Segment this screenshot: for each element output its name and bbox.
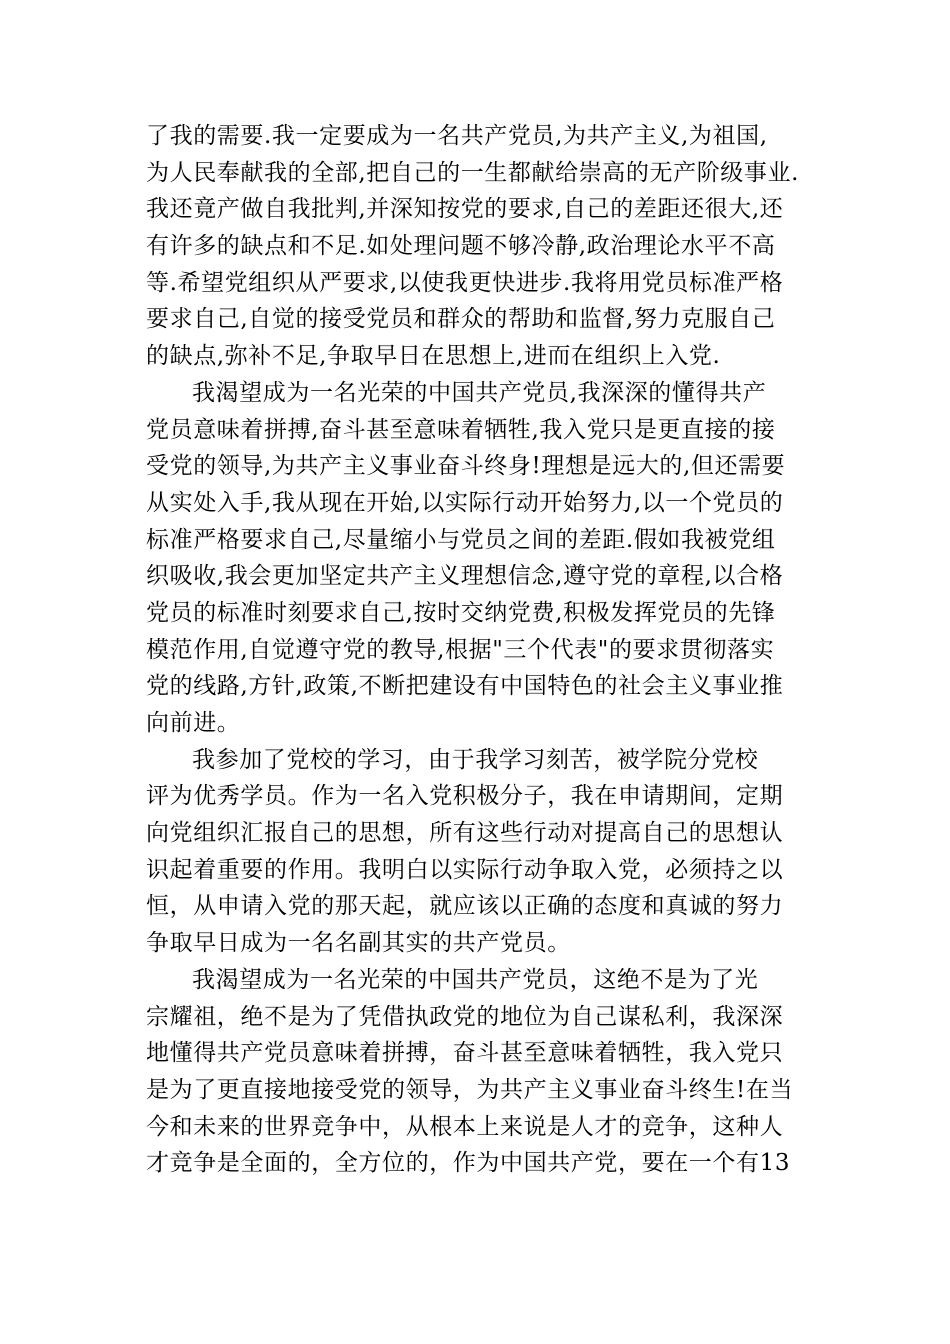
text-line: 争取早日成为一名名副其实的共产党员。 [146, 930, 571, 957]
text-line: 是为了更直接地接受党的领导，为共产主义事业奋斗终生!在当 [146, 1076, 794, 1103]
text-line: 向前进。 [146, 710, 241, 736]
text-line: 才竞争是全面的，全方位的，作为中国共产党，要在一个有13 [146, 1150, 791, 1177]
text-line: 今和未来的世界竞争中，从根本上来说是人才的竞争，这种人 [146, 1113, 784, 1140]
paragraph-3 [146, 742, 810, 962]
text-line: 地懂得共产党员意味着拼搏，奋斗甚至意味着牺牲，我入党只 [146, 1040, 784, 1067]
text-line-first: 我渴望成为一名光荣的中国共产党员,我深深的懂得共产 [192, 379, 767, 406]
text-line: 宗耀祖，绝不是为了凭借执政党的地位为自己谋私利，我深深 [146, 1003, 784, 1030]
text-line: 要求自己,自觉的接受党员和群众的帮助和监督,努力克服自己 [146, 306, 776, 333]
text-line: 标准严格要求自己,尽量缩小与党员之间的差距.假如我被党组 [146, 526, 776, 553]
text-line: 从实处入手,我从现在开始,以实际行动开始努力,以一个党员的 [146, 489, 784, 516]
paragraph-1 [146, 118, 810, 375]
text-line: 了我的需要.我一定要成为一名共产党员,为共产主义,为祖国, [146, 123, 768, 149]
text-line: 有许多的缺点和不足.如处理问题不够冷静,政治理论水平不高 [146, 233, 776, 260]
text-line: 模范作用,自觉遵守党的教导,根据"三个代表"的要求贯彻落实 [146, 636, 775, 663]
text-line: 等.希望党组织从严要求,以使我更快进步.我将用党员标准严格 [146, 269, 784, 296]
text-line: 识起着重要的作用。我明白以实际行动争取入党，必须持之以 [146, 856, 784, 883]
text-line: 向党组织汇报自己的思想，所有这些行动对提高自己的思想认 [146, 820, 784, 847]
text-line: 受党的领导,为共产主义事业奋斗终身!理想是远大的,但还需要 [146, 453, 786, 480]
paragraph-4 [146, 962, 810, 1182]
text-line: 我还竟产做自我批判,并深知按党的要求,自己的差距还很大,还 [146, 196, 784, 223]
text-line: 党的线路,方针,政策,不断把建设有中国特色的社会主义事业推 [146, 673, 784, 700]
text-line: 的缺点,弥补不足,争取早日在思想上,进而在组织上入党. [146, 343, 721, 370]
text-line-first: 我参加了党校的学习，由于我学习刻苦，被学院分党校 [192, 746, 759, 773]
text-line: 党员的标准时刻要求自己,按时交纳党费,积极发挥党员的先锋 [146, 599, 776, 626]
paragraph-2 [146, 375, 810, 742]
text-line: 评为优秀学员。作为一名入党积极分子，我在申请期间，定期 [146, 783, 784, 810]
text-line: 党员意味着拼搏,奋斗甚至意味着牺牲,我入党只是更直接的接 [146, 416, 776, 443]
text-line-first: 我渴望成为一名光荣的中国共产党员，这绝不是为了光 [192, 966, 759, 993]
document-body [146, 118, 810, 1182]
text-line: 恒，从申请入党的那天起，就应该以正确的态度和真诚的努力 [146, 893, 784, 920]
text-line: 织吸收,我会更加坚定共产主义理想信念,遵守党的章程,以合格 [146, 563, 784, 590]
text-line: 为人民奉献我的全部,把自己的一生都献给崇高的无产阶级事业. [146, 159, 800, 186]
